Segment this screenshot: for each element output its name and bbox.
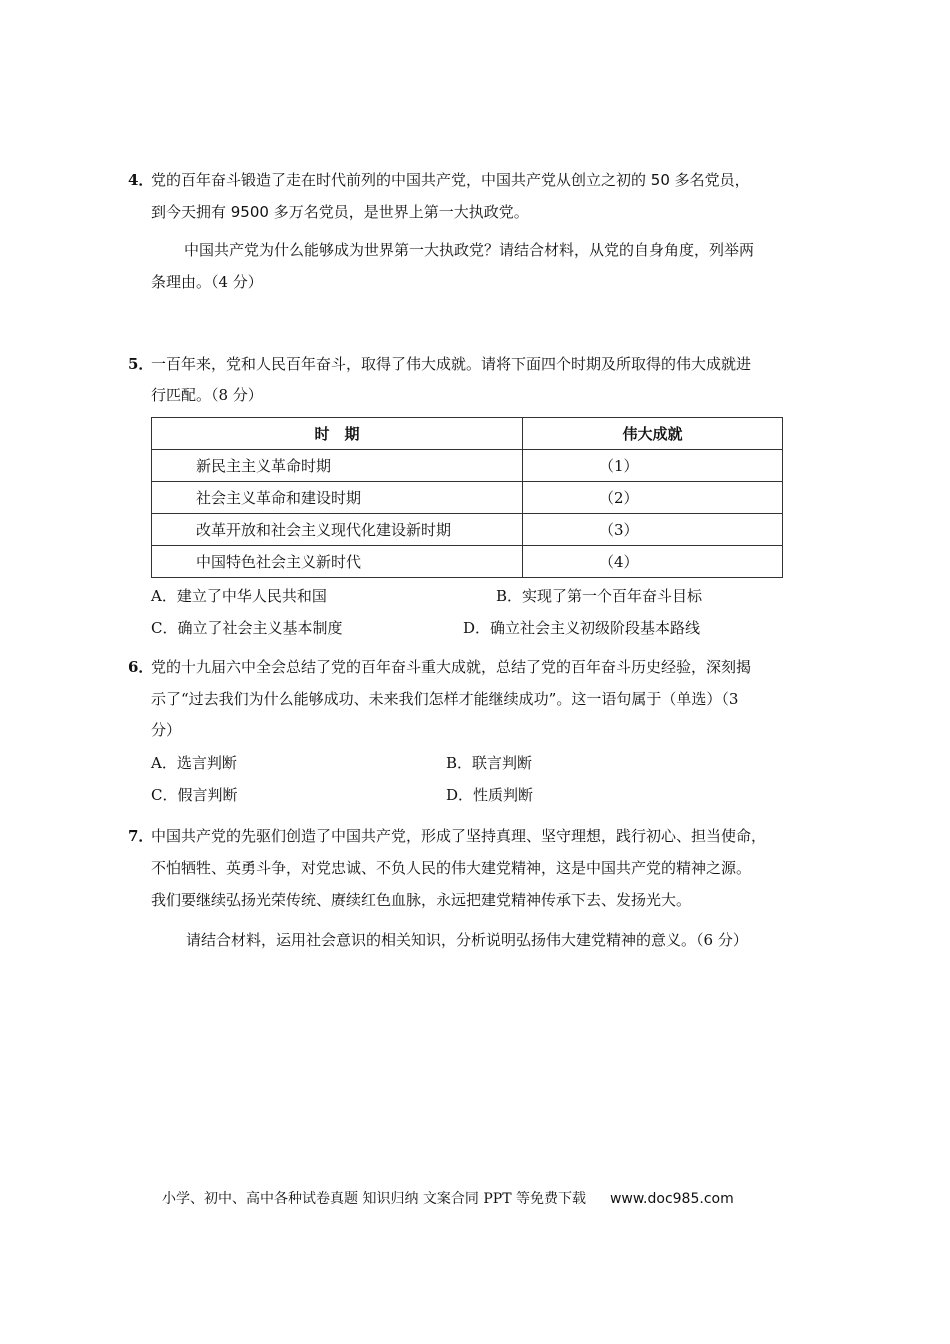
achievement-cell: （4） bbox=[523, 546, 783, 578]
achievement-cell: （3） bbox=[523, 514, 783, 546]
period-cell: 新民主主义革命时期 bbox=[152, 450, 523, 482]
q4-question-line1: 中国共产党为什么能够成为世界第一大执政党？请结合材料，从党的自身角度，列举两 bbox=[184, 241, 755, 259]
footer-url[interactable]: www.doc985.com bbox=[609, 1191, 734, 1207]
footer-text: 小学、初中、高中各种试卷真题 知识归纳 文案合同 PPT 等免费下载 bbox=[162, 1191, 586, 1207]
q5-number: 5． bbox=[128, 355, 154, 373]
q4-text-line1: 党的百年奋斗锻造了走在时代前列的中国共产党，中国共产党从创立之初的 50 多名党员， bbox=[151, 171, 750, 189]
table-header-row bbox=[152, 418, 783, 450]
achievement-cell: （1） bbox=[523, 450, 783, 482]
table-row bbox=[152, 450, 783, 482]
q6-number: 6． bbox=[128, 658, 154, 676]
q6-option-d: D．性质判断 bbox=[446, 786, 534, 804]
period-cell: 改革开放和社会主义现代化建设新时期 bbox=[152, 514, 523, 546]
q7-text-line3: 我们要继续弘扬光荣传统、赓续红色血脉，永远把建党精神传承下去、发扬光大。 bbox=[151, 891, 692, 909]
q6-option-b: B．联言判断 bbox=[446, 754, 533, 772]
table-row bbox=[152, 514, 783, 546]
q5-option-d: D．确立社会主义初级阶段基本路线 bbox=[463, 619, 701, 637]
page-footer bbox=[162, 1189, 734, 1209]
q7-text-line2: 不怕牺牲、英勇斗争，对党忠诚、不负人民的伟大建党精神，这是中国共产党的精神之源。 bbox=[151, 859, 752, 877]
q4-text-line2: 到今天拥有 9500 多万名党员，是世界上第一大执政党。 bbox=[151, 203, 529, 221]
q4-question-line2: 条理由。（4 分） bbox=[151, 273, 263, 291]
q5-option-b: B．实现了第一个百年奋斗目标 bbox=[496, 587, 703, 605]
header-period: 时 期 bbox=[152, 418, 523, 450]
q5-option-a: A．建立了中华人民共和国 bbox=[151, 587, 327, 605]
q7-number: 7． bbox=[128, 827, 154, 845]
q6-option-c: C．假言判断 bbox=[151, 786, 238, 804]
periods-table bbox=[151, 417, 783, 578]
table-row bbox=[152, 482, 783, 514]
q4-number: 4． bbox=[128, 171, 154, 189]
q6-text-line1: 党的十九届六中全会总结了党的百年奋斗重大成就，总结了党的百年奋斗历史经验，深刻揭 bbox=[151, 658, 752, 676]
achievement-cell: （2） bbox=[523, 482, 783, 514]
q6-text-line2: 示了“过去我们为什么能够成功、未来我们怎样才能继续成功”。这一语句属于（单选）（3 bbox=[151, 690, 739, 708]
q5-option-c: C．确立了社会主义基本制度 bbox=[151, 619, 343, 637]
q7-text-line1: 中国共产党的先驱们创造了中国共产党，形成了坚持真理、坚守理想，践行初心、担当使命， bbox=[151, 827, 767, 845]
q5-text-line1: 一百年来，党和人民百年奋斗，取得了伟大成就。请将下面四个时期及所取得的伟大成就进 bbox=[151, 355, 752, 373]
q7-question: 请结合材料，运用社会意识的相关知识，分析说明弘扬伟大建党精神的意义。（6 分） bbox=[186, 931, 748, 949]
header-achievement: 伟大成就 bbox=[523, 418, 783, 450]
q6-text-line3: 分） bbox=[151, 721, 182, 739]
q6-option-a: A．选言判断 bbox=[151, 754, 237, 772]
table-row bbox=[152, 546, 783, 578]
q5-text-line2: 行匹配。（8 分） bbox=[151, 386, 263, 404]
period-cell: 社会主义革命和建设时期 bbox=[152, 482, 523, 514]
period-cell: 中国特色社会主义新时代 bbox=[152, 546, 523, 578]
